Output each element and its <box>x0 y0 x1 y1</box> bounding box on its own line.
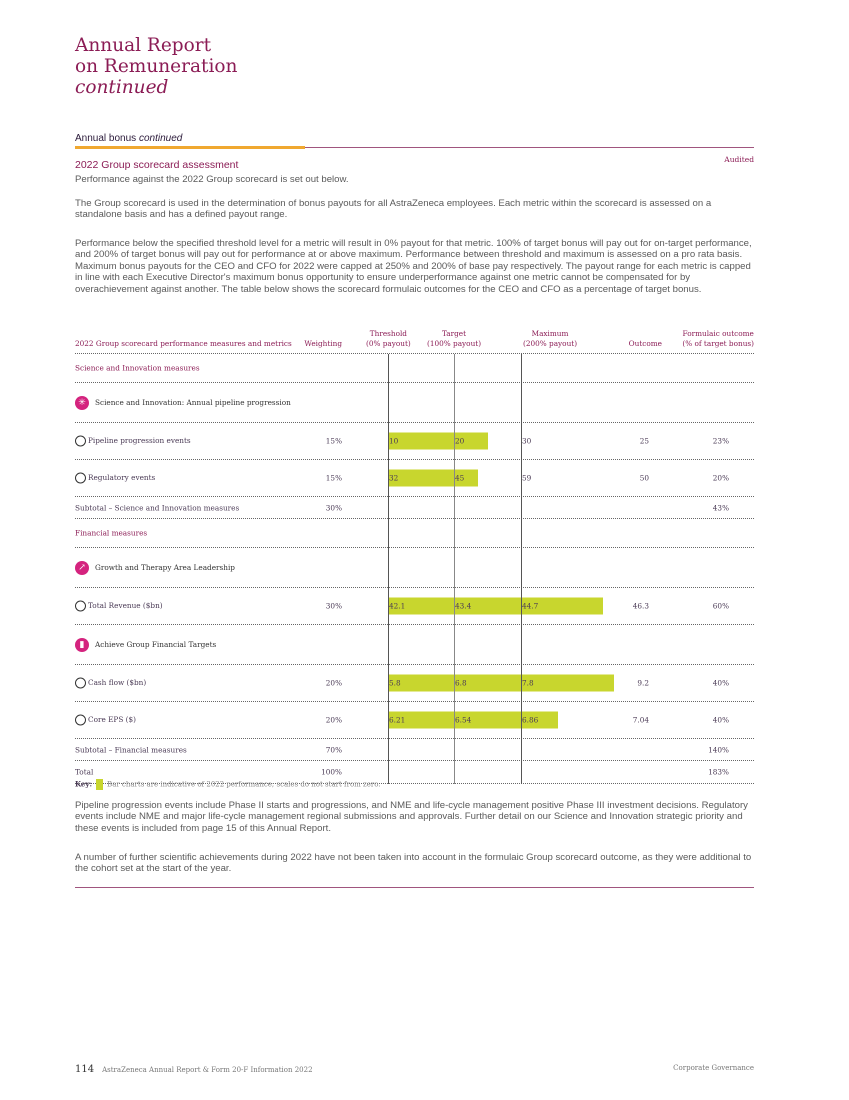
chart-key <box>75 779 381 790</box>
paragraph: Pipeline progression events include Phase II starts and progressions, and NME and life-cycle management positive Phase III investment decisions. Regulatory events include NME and major life-cycle management regional submissions and approvals. Further detail on our Science and Innovation strategic priority and these events is included from page 15 of this Annual Report. <box>75 800 748 834</box>
section-heading <box>75 133 182 144</box>
maximum-line <box>521 354 522 784</box>
row-label: Subtotal – Financial measures <box>75 745 187 754</box>
section-title: Annual bonus <box>75 133 137 144</box>
title-line: on Remuneration <box>75 56 238 77</box>
subtotal-row <box>75 739 754 761</box>
threshold-value: 6.21 <box>389 715 406 725</box>
metric-row <box>75 460 754 497</box>
maximum-value: 59 <box>522 473 532 483</box>
circle-icon <box>75 436 86 447</box>
row-label: Total <box>75 767 94 777</box>
section-title-suffix: continued <box>138 133 183 144</box>
atom-icon: ✳ <box>75 396 89 410</box>
performance-bar <box>388 598 603 615</box>
col-sublabel: (100% payout) <box>427 339 482 348</box>
col-label: Threshold <box>369 329 407 338</box>
scorecard-table <box>75 321 754 784</box>
target-value: 6.54 <box>455 715 472 725</box>
col-maximum <box>523 329 577 349</box>
row-label: Subtotal – Science and Innovation measures <box>75 503 240 512</box>
target-line <box>454 354 455 784</box>
formulaic-value: 40% <box>712 678 729 688</box>
metric-label: Total Revenue ($bn) <box>88 601 163 610</box>
section-accent <box>75 146 305 149</box>
formulaic-value: 183% <box>708 767 729 777</box>
metric-row <box>75 702 754 739</box>
col-sublabel: (200% payout) <box>523 339 578 348</box>
threshold-value: 42.1 <box>389 601 406 611</box>
formulaic-value: 60% <box>712 601 729 611</box>
page-number: 114 <box>75 1064 95 1075</box>
circle-icon <box>75 678 86 689</box>
col-label: Target <box>441 329 467 338</box>
row-label: Science and Innovation measures <box>75 363 200 373</box>
paragraph: Performance below the specified threshold level for a metric will result in 0% payout for that metric. 100% of target bonus will pay out for on-target performance, and 200% of target bonus will pay out for performance at or above maximum. Performance between threshold and maximum is assessed on a pro rata basis. Maximum bonus payouts for the CEO and CFO for 2022 were capped at 250% and 200% of base pay respectively. The payout range for each metric is capped in line with each Executive Director's maximum bonus opportunity to ensure underperformance against one metric cannot be compensated for by overachievement against another. The table below shows the scorecard formulaic outcomes for the CEO and CFO as a percentage of target bonus. <box>75 238 752 295</box>
paragraph: Performance against the 2022 Group scorecard is set out below. <box>75 174 349 185</box>
key-swatch <box>96 779 103 790</box>
target-value: 20 <box>455 436 465 446</box>
weighting-value: 30% <box>325 503 342 512</box>
performance-bar <box>388 433 488 450</box>
col-label: Maximum <box>531 329 569 338</box>
outcome-value: 46.3 <box>632 601 649 611</box>
formulaic-value: 140% <box>708 745 729 754</box>
paragraph: The Group scorecard is used in the determination of bonus payouts for all AstraZeneca employees. Each metric within the scorecard is assessed on a standalone basis and has a defined payout range. <box>75 198 712 221</box>
circle-icon <box>75 715 86 726</box>
subhead-row <box>75 625 754 665</box>
col-label: Formulaic outcome <box>682 329 754 338</box>
col-outcome: Outcome <box>628 339 662 348</box>
subhead-label: Growth and Therapy Area Leadership <box>95 562 235 572</box>
threshold-value: 10 <box>389 436 399 446</box>
col-weighting: Weighting <box>304 339 342 348</box>
metric-label: Core EPS ($) <box>88 715 136 724</box>
outcome-value: 7.04 <box>632 715 649 725</box>
circle-icon <box>75 473 86 484</box>
col-measure: 2022 Group scorecard performance measures and metrics <box>75 339 292 348</box>
outcome-value: 9.2 <box>637 678 649 688</box>
formulaic-value: 20% <box>712 473 729 483</box>
metric-row <box>75 423 754 460</box>
subsection-title: 2022 Group scorecard assessment <box>75 159 239 171</box>
weighting-value: 15% <box>325 436 342 446</box>
metric-row <box>75 665 754 702</box>
weighting-value: 30% <box>325 601 342 611</box>
weighting-value: 20% <box>325 678 342 688</box>
performance-bar <box>388 470 478 487</box>
footer-left <box>75 1064 313 1075</box>
footer-section: Corporate Governance <box>673 1064 754 1072</box>
section-row <box>75 519 754 548</box>
subtotal-row <box>75 497 754 519</box>
circle-icon <box>75 601 86 612</box>
key-label: Key: <box>75 779 93 789</box>
outcome-value: 50 <box>639 473 649 483</box>
title-line: Annual Report <box>75 35 212 56</box>
audited-label: Audited <box>724 155 754 164</box>
metric-label: Pipeline progression events <box>88 436 191 445</box>
divider <box>75 887 754 888</box>
performance-bar <box>388 675 614 692</box>
metric-label: Regulatory events <box>88 473 156 482</box>
target-value: 43.4 <box>455 601 472 611</box>
formulaic-value: 40% <box>712 715 729 725</box>
bar-chart-icon: ▮ <box>75 638 89 652</box>
target-value: 45 <box>455 473 465 483</box>
metric-row <box>75 588 754 625</box>
col-target <box>427 329 481 349</box>
formulaic-value: 23% <box>712 436 729 446</box>
maximum-value: 44.7 <box>522 601 539 611</box>
metric-label: Cash flow ($bn) <box>88 678 147 687</box>
target-value: 6.8 <box>455 678 467 688</box>
weighting-value: 100% <box>321 767 342 777</box>
threshold-value: 32 <box>389 473 399 483</box>
formulaic-value: 43% <box>712 503 729 512</box>
maximum-value: 30 <box>522 436 532 446</box>
key-text: Bar charts are indicative of 2022 performance; scales do not start from zero. <box>107 780 381 789</box>
subhead-label: Science and Innovation: Annual pipeline progression <box>95 397 291 407</box>
threshold-line <box>388 354 389 784</box>
section-row <box>75 354 754 383</box>
threshold-value: 5.8 <box>389 678 401 688</box>
col-sublabel: (% of target bonus) <box>682 339 754 348</box>
outcome-value: 25 <box>639 436 649 446</box>
col-formulaic <box>682 329 754 349</box>
subhead-label: Achieve Group Financial Targets <box>95 639 217 649</box>
publication-name: AstraZeneca Annual Report & Form 20-F Information 2022 <box>102 1066 313 1074</box>
subhead-row <box>75 383 754 423</box>
maximum-value: 7.8 <box>522 678 534 688</box>
growth-chart-icon: ↗ <box>75 561 89 575</box>
title-continued: continued <box>75 77 169 98</box>
page-title <box>75 35 237 98</box>
row-label: Financial measures <box>75 528 148 538</box>
col-sublabel: (0% payout) <box>366 339 411 348</box>
weighting-value: 70% <box>325 745 342 754</box>
subhead-row <box>75 548 754 588</box>
table-header <box>75 321 754 354</box>
weighting-value: 20% <box>325 715 342 725</box>
maximum-value: 6.86 <box>522 715 539 725</box>
paragraph: A number of further scientific achievements during 2022 have not been taken into account in the formulaic Group scorecard outcome, as they were additional to the cohort set at the start of the year. <box>75 852 752 875</box>
weighting-value: 15% <box>325 473 342 483</box>
col-threshold <box>366 329 411 349</box>
